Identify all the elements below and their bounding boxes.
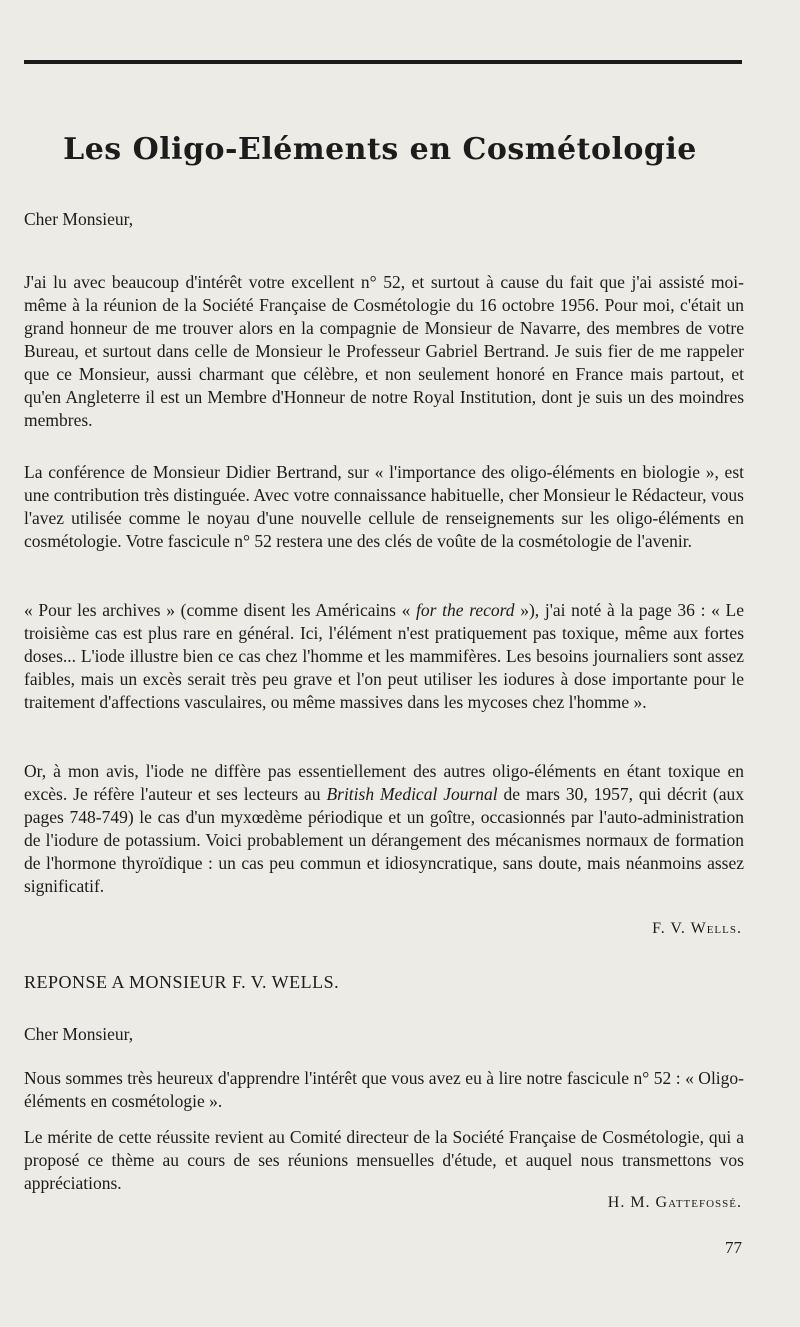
- letter-paragraph-1: J'ai lu avec beaucoup d'intérêt votre excellent n° 52, et surtout à cause du fait que j'ai assisté moi-même à la réunion de la Société Française de Cosmétologie du 16 octobre 1956. Pour moi, c'était un grand honneur de me trouver alors en la compagnie de Monsieur de Navarre, des membres de votre Bureau, et surtout dans celle de Monsieur le Professeur Gabriel Bertrand. Je suis fier de me rappeler que ce Monsieur, aussi charmant que célèbre, et non seulement honoré en France mais partout, et qu'en Angleterre il est un Membre d'Honneur de notre Royal Institution, dont je suis un des moindres membres.: [24, 272, 744, 430]
- reply-heading: REPONSE A MONSIEUR F. V. WELLS.: [24, 972, 340, 992]
- p4-text-end: de mars 30, 1957, qui décrit (aux pages 748-749) le cas d'un myxœdème périodique et un goître, occasionnés par l'auto-administration de l'iodure de potassium. Voici probablement un dérangement des mécanismes normaux de formation de l'hormone thyroïdique : un cas peu commun et idiosyncratique, sans doute, mais néanmoins assez significatif.: [24, 784, 744, 896]
- p3-text-start: « Pour les archives » (comme disent les Américains «: [24, 600, 417, 620]
- p3-italic-phrase: for the record: [416, 600, 515, 620]
- reply-paragraph-2: Le mérite de cette réussite revient au Comité directeur de la Société Française de Cosmétologie, qui a proposé ce thème au cours de ses réunions mensuelles d'étude, et auquel nous transmettons vos appréciations.: [24, 1127, 744, 1193]
- reply-paragraph-1: Nous sommes très heureux d'apprendre l'intérêt que vous avez eu à lire notre fascicule n° 52 : « Oligo-éléments en cosmétologie ».: [24, 1068, 744, 1111]
- p4-journal-title: British Medical Journal: [326, 784, 498, 804]
- letter-greeting: Cher Monsieur,: [24, 209, 134, 229]
- letter-paragraph-2: La conférence de Monsieur Didier Bertrand, sur « l'importance des oligo-éléments en biologie », est une contribution très distinguée. Avec votre connaissance habituelle, cher Monsieur le Rédacteur, vous l'avez utilisée comme le noyau d'une nouvelle cellule de renseignements sur les oligo-éléments en cosmétologie. Votre fascicule n° 52 restera une des clés de voûte de la cosmétologie de l'avenir.: [24, 462, 744, 551]
- top-rule: [24, 60, 742, 64]
- letter-paragraph-3: [24, 599, 744, 714]
- p4-text-start: Or, à mon avis, l'iode ne diffère pas essentiellement des autres oligo-éléments en étant toxique en excès. Je réfère l'auteur et ses lecteurs au: [24, 761, 744, 804]
- letter-signature: F. V. Wells.: [652, 920, 742, 937]
- page-number: 77: [725, 1238, 742, 1257]
- reply-signature: H. M. Gattefossé.: [607, 1194, 742, 1211]
- p3-text-end: »), j'ai noté à la page 36 : « Le troisième cas est plus rare en général. Ici, l'élément n'est pratiquement pas toxique, même aux fortes doses... L'iode illustre bien ce cas chez l'homme et les mammifères. Les besoins journaliers sont assez faibles, mais un excès serait très peu grave et l'on peut utiliser les iodures à dose importante pour le traitement d'affections vasculaires, ou même massives dans les mycoses chez l'homme ».: [24, 600, 744, 712]
- reply-greeting: Cher Monsieur,: [24, 1024, 134, 1044]
- letter-paragraph-4: [24, 760, 744, 898]
- article-title: Les Oligo-Eléments en Cosmétologie: [63, 132, 697, 167]
